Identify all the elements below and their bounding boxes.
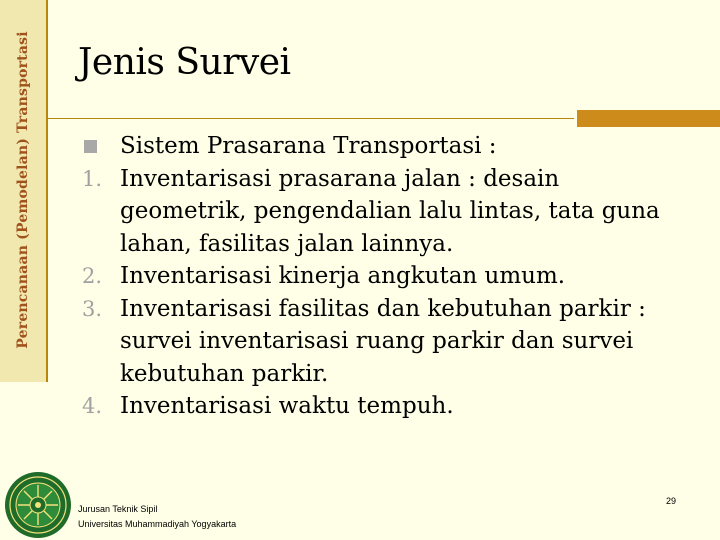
list-item [82,260,692,293]
list-item-line: Inventarisasi prasarana jalan : desain [120,165,560,192]
list-item-text [120,390,692,423]
list-item [82,163,692,261]
title-divider-line [46,118,574,119]
footer-department: Jurusan Teknik Sipil [78,504,158,514]
list-number: 1. [82,166,103,191]
slide-content [82,130,692,423]
slide-title: Jenis Survei [78,42,291,83]
sidebar [0,0,48,382]
bullet-marker [82,130,120,163]
list-item [82,390,692,423]
list-item-line: Inventarisasi kinerja angkutan umum. [120,263,566,289]
content-heading: Sistem Prasarana Transportasi : [120,133,497,159]
university-seal-icon [3,470,73,540]
accent-bar [577,110,720,127]
list-item [82,293,692,391]
list-item-line: Inventarisasi waktu tempuh. [120,393,454,419]
page-number: 29 [666,496,677,506]
list-item-line: lahan, fasilitas jalan lainnya. [120,230,454,257]
list-number: 3. [82,296,103,321]
content-heading-row [82,130,692,163]
footer-university: Universitas Muhammadiyah Yogyakarta [78,519,237,529]
list-item-line: survei inventarisasi ruang parkir dan survei [120,328,634,354]
list-item-line: Inventarisasi fasilitas dan kebutuhan parkir : [120,295,646,322]
list-item-text [120,260,692,293]
square-bullet-icon [84,140,97,153]
list-item-text [120,293,692,391]
list-number: 4. [82,394,103,418]
sidebar-title: Perencanaan (Pemodelan) Transportasi [15,31,31,349]
list-item-line: kebutuhan parkir. [120,360,329,387]
list-item-text [120,163,692,261]
list-number: 2. [82,264,103,288]
list-item-line: geometrik, pengendalian lalu lintas, tata guna [120,198,660,224]
